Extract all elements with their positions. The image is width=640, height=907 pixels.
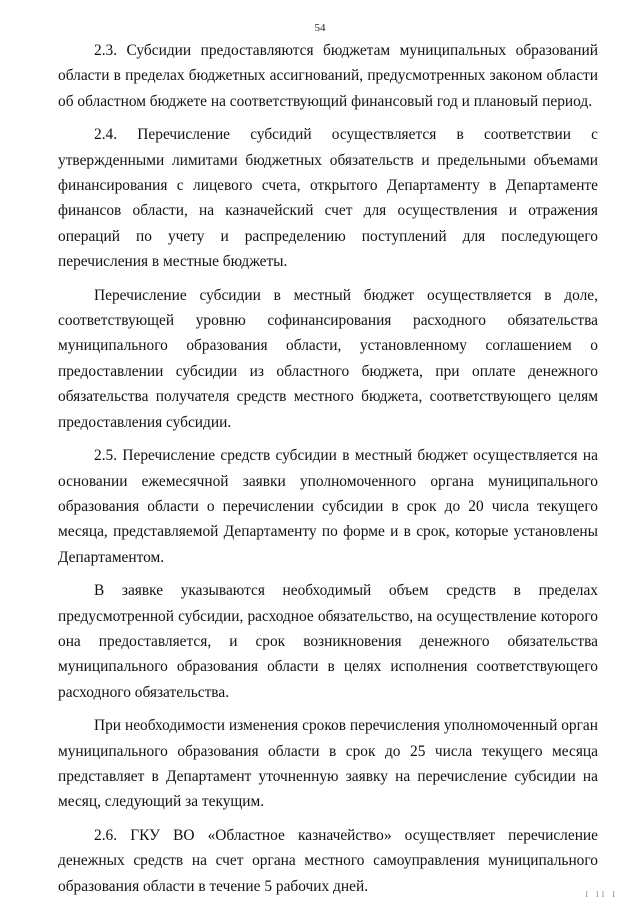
paragraph-request-changes: При необходимости изменения сроков перечисления уполномоченный орган муниципального образования области в срок до 25 числа текущего месяца представляет в Департамент уточненную заявку на перечисление субсидии на месяц, следующий за текущим. xyxy=(58,717,598,811)
paragraph-request-contents: В заявке указываются необходимый объем средств в пределах предусмотренной субсидии, расходное обязательство, на осуществление которого она предоставляется, и срок возникновения денежного обязательства муниципального образования области в целях исполнения соответствующего расходного обязательства. xyxy=(58,582,598,701)
page-number: 54 xyxy=(314,22,326,34)
paragraph-2-4: 2.4. Перечисление субсидий осуществляется в соответствии с утвержденными лимитами бюджетных обязательств и предельными объемами финансирования с лицевого счета, открытого Департаменту в Департаменте финансов области, на казначейский счет для осуществления и отражения операций по учету и распределению поступлений для последующего перечисления в местные бюджеты. xyxy=(58,126,598,271)
paragraph-subsidy-share: Перечисление субсидии в местный бюджет осуществляется в доле, соответствующей уровню софинансирования расходного обязательства муниципального образования области, установленному соглашением о предоставлении субсидии из областного бюджета, при оплате денежного обязательства получателя средств местного бюджета, соответствующего целям предоставления субсидии. xyxy=(58,286,598,431)
scan-footer-marks: I II I xyxy=(585,890,618,899)
paragraph-2-5: 2.5. Перечисление средств субсидии в местный бюджет осуществляется на основании ежемесячной заявки уполномоченного органа муниципального образования области о перечислении субсидии в срок до 20 числа текущего месяца, представляемой Департаменту по форме и в срок, которые установлены Департаментом. xyxy=(58,447,598,566)
paragraph-2-6: 2.6. ГКУ ВО «Областное казначейство» осуществляет перечисление денежных средств на счет органа местного самоуправления муниципального образования области в течение 5 рабочих дней. xyxy=(58,826,598,895)
document-body xyxy=(58,38,598,907)
paragraph-2-3: 2.3. Субсидии предоставляются бюджетам муниципальных образований области в пределах бюджетных ассигнований, предусмотренных законом области об областном бюджете на соответствующий финансовый год и плановый период. xyxy=(58,42,598,110)
